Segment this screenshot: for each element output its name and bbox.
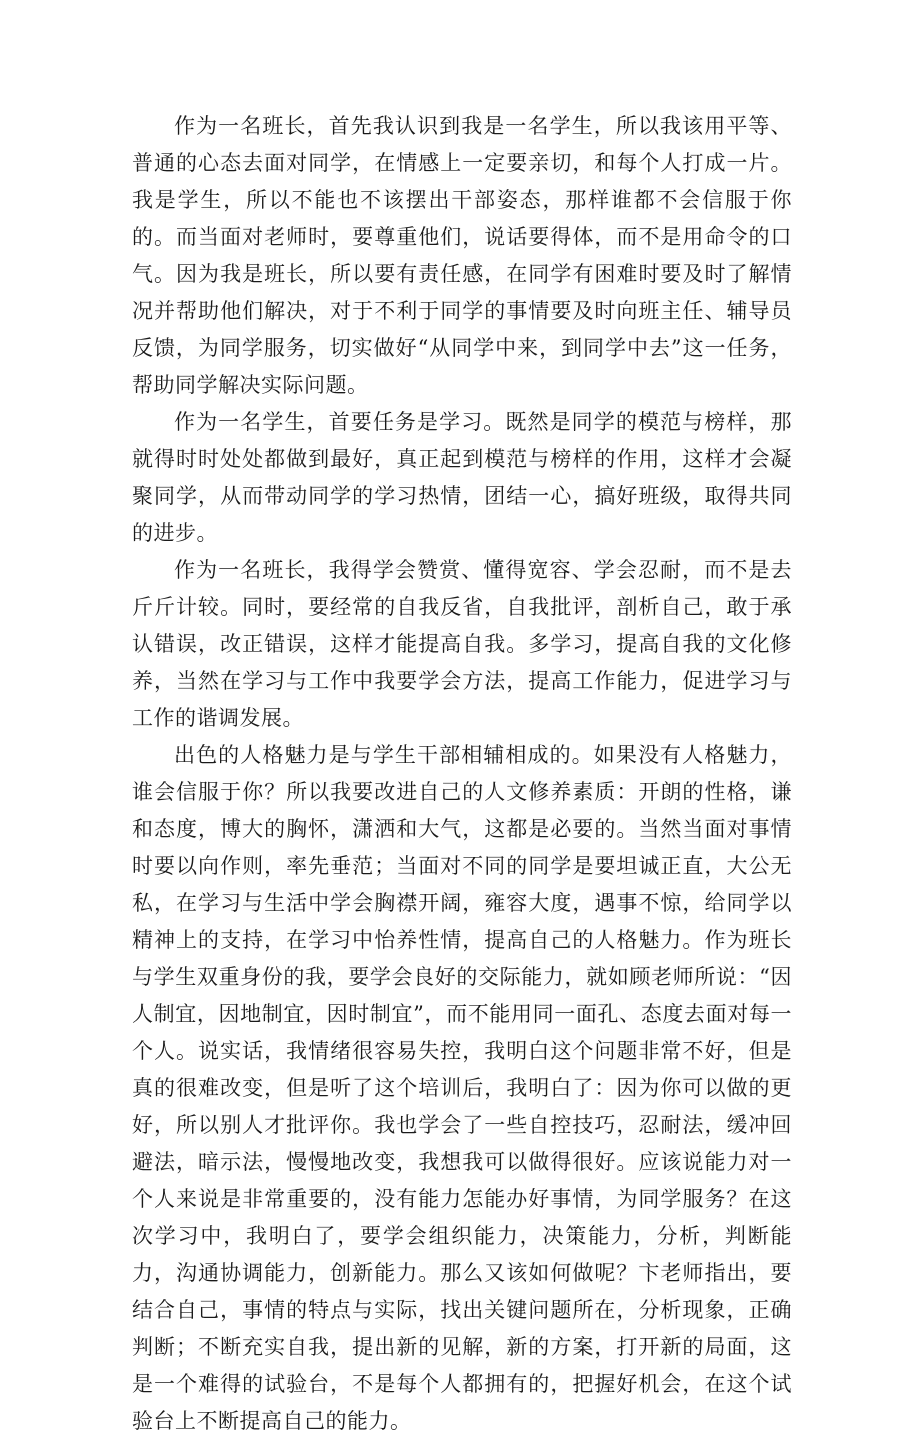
paragraph-study-role-model: 作为一名学生，首要任务是学习。既然是同学的模范与榜样，那就得时时处处都做到最好，真正起到模范与榜样的作用，这样才会凝聚同学，从而带动同学的学习热情，团结一心，搞好班级，取得共同的进步。 [132, 410, 792, 545]
document-body [132, 108, 792, 1440]
paragraph-self-reflection: 作为一名班长，我得学会赞赏、懂得宽容、学会忍耐，而不是去斤斤计较。同时，要经常的自我反省，自我批评，剖析自己，敢于承认错误，改正错误，这样才能提高自我。多学习，提高自我的文化修养，当然在学习与工作中我要学会方法，提高工作能力，促进学习与工作的谐调发展。 [132, 558, 792, 730]
paragraph-personal-charm: 出色的人格魅力是与学生干部相辅相成的。如果没有人格魅力，谁会信服于你？所以我要改进自己的人文修养素质：开朗的性格，谦和态度，博大的胸怀，潇洒和大气，这都是必要的。当然当面对事情时要以向作则，率先垂范；当面对不同的同学是要坦诚正直，大公无私，在学习与生活中学会胸襟开阔，雍容大度，遇事不惊，给同学以精神上的支持，在学习中怡养性情，提高自己的人格魅力。作为班长与学生双重身份的我，要学会良好的交际能力，就如顾老师所说：“因人制宜，因地制宜，因时制宜”，而不能用同一面孔、态度去面对每一个人。说实话，我情绪很容易失控，我明白这个问题非常不好，但是真的很难改变，但是听了这个培训后，我明白了：因为你可以做的更好，所以别人才批评你。我也学会了一些自控技巧，忍耐法，缓冲回避法，暗示法，慢慢地改变，我想我可以做得很好。应该说能力对一个人来说是非常重要的，没有能力怎能办好事情，为同学服务？在这次学习中，我明白了，要学会组织能力，决策能力，分析，判断能力，沟通协调能力，创新能力。那么又该如何做呢？卞老师指出，要结合自己，事情的特点与实际，找出关键问题所在，分析现象，正确判断；不断充实自我，提出新的见解，新的方案，打开新的局面，这是一个难得的试验台，不是每个人都拥有的，把握好机会，在这个试验台上不断提高自己的能力。 [132, 743, 792, 1433]
paragraph-class-monitor-attitude: 作为一名班长，首先我认识到我是一名学生，所以我该用平等、普通的心态去面对同学，在情感上一定要亲切，和每个人打成一片。我是学生，所以不能也不该摆出干部姿态，那样谁都不会信服于你的。而当面对老师时，要尊重他们，说话要得体，而不是用命令的口气。因为我是班长，所以要有责任感，在同学有困难时要及时了解情况并帮助他们解决，对于不利于同学的事情要及时向班主任、辅导员反馈，为同学服务，切实做好“从同学中来，到同学中去”这一任务，帮助同学解决实际问题。 [132, 114, 792, 397]
